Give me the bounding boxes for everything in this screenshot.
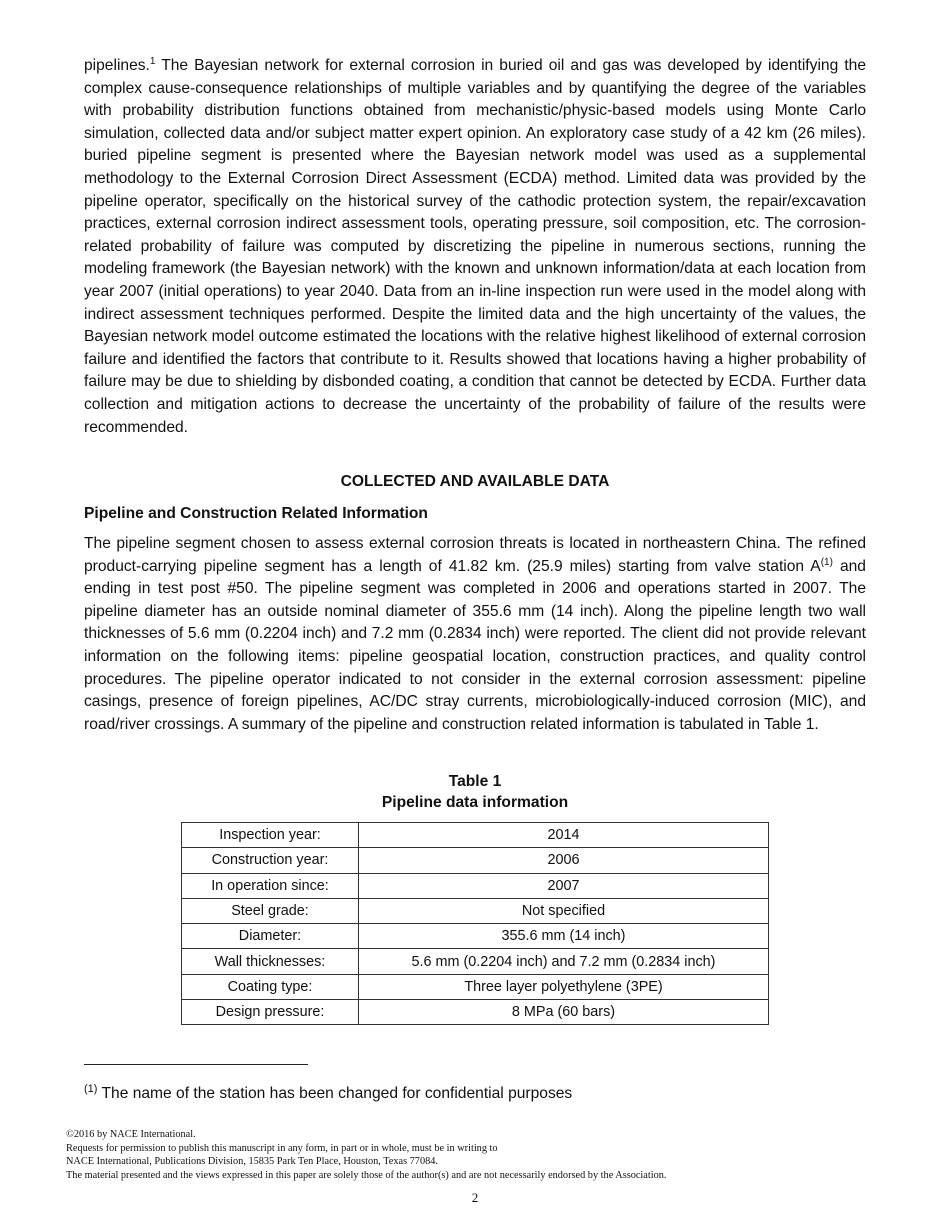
intro-paragraph-text: The Bayesian network for external corrosion in buried oil and gas was developed by identifying the complex cause-consequence relationships of multiple variables and by quantifying the degree of the variables with probability distribution functions obtained from mechanistic/physic-based models using Monte Carlo simulation, collected data and/or subject matter expert opinion. An exploratory case study of a 42 km (26 miles). buried pipeline segment is presented where the Bayesian network model was used as a supplemental methodology to the External Corrosion Direct Assessment (ECDA) method. Limited data was provided by the pipeline operator, specifically on the historical survey of the cathodic protection system, the repair/excavation practices, external corrosion indirect assessment tools, operating pressure, soil composition, etc. The corrosion-related probability of failure was computed by discretizing the pipeline in numerous sections, running the modeling framework (the Bayesian network) with the known and unknown information/data at each location from year 2007 (initial operations) to year 2040. Data from an in-line inspection run were used in the model along with indirect assessment techniques performed. Despite the limited data and the high uncertainty of the values, the Bayesian network model outcome estimated the locations with the relative highest likelihood of external corrosion failure and identified the factors that contribute to it. Results showed that locations having a higher probability of failure may be due to shielding by disbonded coating, a condition that cannot be detected by ECDA. Further data collection and mitigation actions to decrease the uncertainty of the probability of failure of the results were recommended. [84, 57, 866, 436]
row-label: Inspection year: [182, 823, 359, 848]
pipeline-paragraph-start: The pipeline segment chosen to assess external corrosion threats is located in northeastern China. The refined product-carrying pipeline segment has a length of 41.82 km. (25.9 miles) starting from valve station A [84, 535, 866, 575]
footnote [84, 1083, 572, 1105]
row-value: 5.6 mm (0.2204 inch) and 7.2 mm (0.2834 inch) [359, 949, 769, 974]
row-label: Design pressure: [182, 1000, 359, 1025]
subsection-heading: Pipeline and Construction Related Information [84, 505, 428, 522]
table-row [182, 974, 769, 999]
table-row [182, 898, 769, 923]
row-label: Steel grade: [182, 898, 359, 923]
footnote-marker: (1) [84, 1082, 98, 1095]
table-row [182, 1000, 769, 1025]
intro-lead-word: pipelines. [84, 57, 150, 74]
row-value: 2006 [359, 848, 769, 873]
row-value: 2014 [359, 823, 769, 848]
row-label: Diameter: [182, 924, 359, 949]
pipeline-info-paragraph [84, 533, 866, 736]
page-number: 2 [471, 1190, 479, 1205]
table-row [182, 848, 769, 873]
footnote-divider [84, 1064, 308, 1065]
row-value: 8 MPa (60 bars) [359, 1000, 769, 1025]
row-value: 2007 [359, 873, 769, 898]
pipeline-data-table [181, 822, 769, 1025]
row-value: Three layer polyethylene (3PE) [359, 974, 769, 999]
row-value: Not specified [359, 898, 769, 923]
row-label: Coating type: [182, 974, 359, 999]
intro-paragraph [84, 55, 866, 439]
section-heading: COLLECTED AND AVAILABLE DATA [340, 473, 610, 490]
address-line: NACE International, Publications Division, 15835 Park Ten Place, Houston, Texas 77084. [66, 1156, 438, 1168]
pipeline-paragraph-rest: and ending in test post #50. The pipeline segment was completed in 2006 and operations started in 2007. The pipeline diameter has an outside nominal diameter of 355.6 mm (14 inch). Along the pipeline length two wall thicknesses of 5.6 mm (0.2204 inch) and 7.2 mm (0.2834 inch) were reported. The client did not provide relevant information on the following items: pipeline geospatial location, construction practices, and quality control procedures. The pipeline operator indicated to not consider in the external corrosion assessment: pipeline casings, presence of foreign pipelines, AC/DC stray currents, microbiologically-induced corrosion (MIC), and road/river crossings. A summary of the pipeline and construction related information is tabulated in Table 1. [84, 557, 866, 733]
row-label: Wall thicknesses: [182, 949, 359, 974]
row-label: Construction year: [182, 848, 359, 873]
table-row [182, 823, 769, 848]
copyright-line: ©2016 by NACE International. [66, 1129, 196, 1140]
table-caption [84, 771, 866, 813]
table-row [182, 873, 769, 898]
table-title: Pipeline data information [381, 794, 569, 811]
copyright-notice [66, 1128, 666, 1182]
permission-line: Requests for permission to publish this manuscript in any form, in part or in whole, must be in writing to [66, 1142, 498, 1154]
row-value: 355.6 mm (14 inch) [359, 924, 769, 949]
table-row [182, 949, 769, 974]
table-number: Table 1 [448, 773, 502, 790]
footnote-reference: (1) [820, 556, 833, 568]
table-row [182, 924, 769, 949]
disclaimer-line: The material presented and the views expressed in this paper are solely those of the author(s) and are not necessarily endorsed by the Association. [66, 1169, 667, 1181]
footnote-text: The name of the station has been changed for confidential purposes [97, 1085, 573, 1102]
reference-superscript: 1 [149, 55, 156, 67]
row-label: In operation since: [182, 873, 359, 898]
